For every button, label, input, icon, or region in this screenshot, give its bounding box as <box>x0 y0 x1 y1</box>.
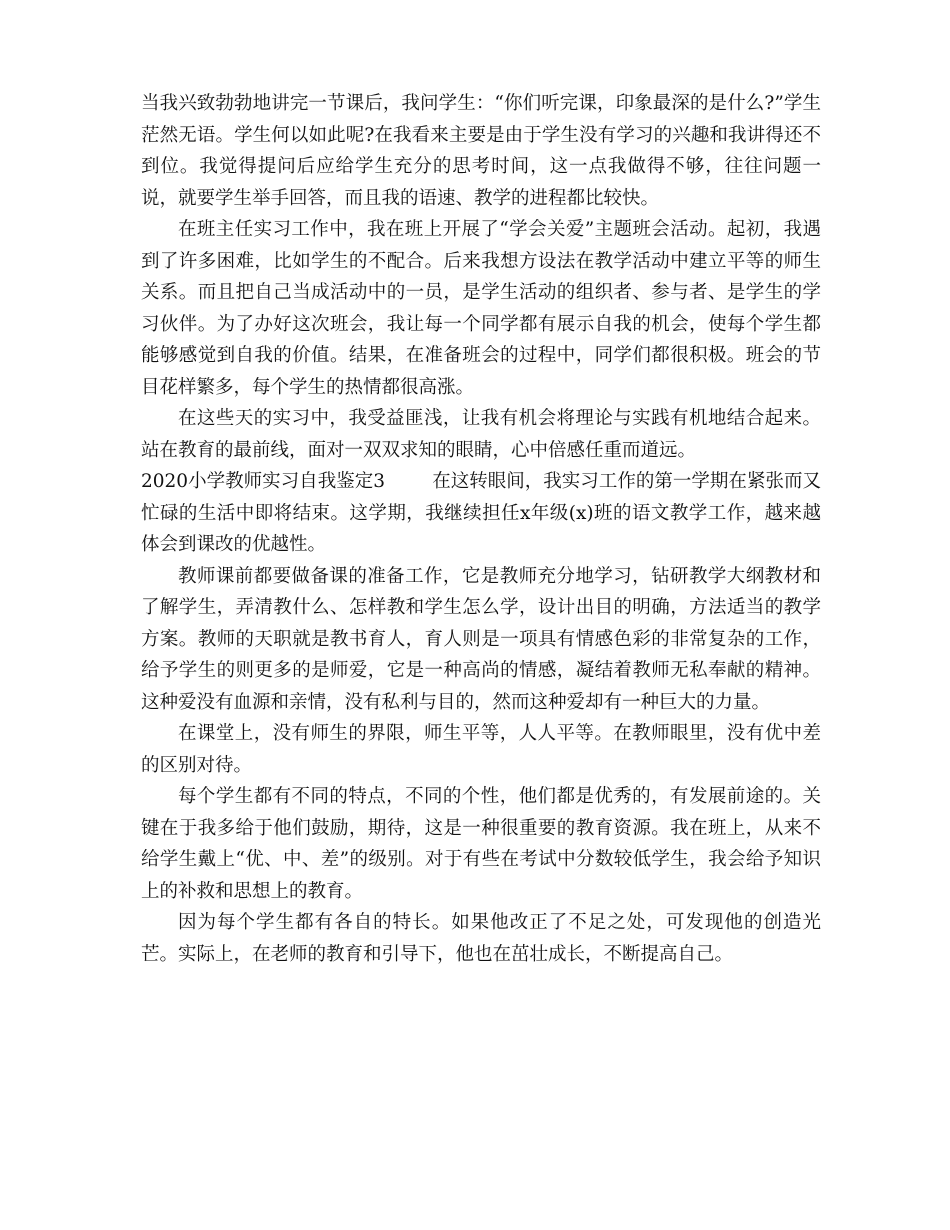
section-heading: 2020小学教师实习自我鉴定3 <box>141 471 386 492</box>
heading-spacer <box>385 471 432 492</box>
paragraph-text: 在班主任实习工作中，我在班上开展了“学会关爱”主题班会活动。起初，我遇到了许多困难，比如学生的不配合。后来我想方设法在教学活动中建立平等的师生关系。而且把自己当成活动中的一员，是学生活动的组织者、参与者、是学生的学习伙伴。为了办好这次班会，我让每一个同学都有展示自我的机会，使每个学生都能够感觉到自我的价值。结果，在准备班会的过程中，同学们都很积极。班会的节目花样繁多，每个学生的热情都很高涨。 <box>141 219 821 398</box>
paragraph-8 <box>141 907 821 970</box>
paragraph-6 <box>141 718 821 781</box>
paragraph-text: 教师课前都要做备课的准备工作，它是教师充分地学习，钻研教学大纲教材和了解学生，弄清教什么、怎样教和学生怎么学，设计出目的明确，方法适当的教学方案。教师的天职就是教书育人，育人则是一项具有情感色彩的非常复杂的工作，给予学生的则更多的是师爱，它是一种高尚的情感，凝结着教师无私奉献的精神。这种爱没有血源和亲情，没有私利与目的，然而这种爱却有一种巨大的力量。 <box>141 565 821 713</box>
paragraph-text: 当我兴致勃勃地讲完一节课后，我问学生：“你们听完课，印象最深的是什么?”学生茫然无语。学生何以如此呢?在我看来主要是由于学生没有学习的兴趣和我讲得还不到位。我觉得提问后应给学生充分的思考时间，这一点我做得不够，往往问题一说，就要学生举手回答，而且我的语速、教学的进程都比较快。 <box>141 93 821 209</box>
paragraph-text: 在这些天的实习中，我受益匪浅，让我有机会将理论与实践有机地结合起来。站在教育的最前线，面对一双双求知的眼睛，心中倍感任重而道远。 <box>141 408 821 461</box>
paragraph-text: 在这转眼间，我实习工作的第一学期在紧张而又忙碌的生活中即将结束。这学期，我继续担任x年级(x)班的语文教学工作，越来越体会到课改的优越性。 <box>141 471 821 555</box>
paragraph-7 <box>141 781 821 907</box>
paragraph-5 <box>141 561 821 719</box>
paragraph-3 <box>141 403 821 466</box>
paragraph-text: 因为每个学生都有各自的特长。如果他改正了不足之处，可发现他的创造光芒。实际上，在老师的教育和引导下，他也在茁壮成长，不断提高自己。 <box>141 912 821 965</box>
paragraph-4 <box>141 466 821 561</box>
document-body <box>141 88 821 970</box>
paragraph-1 <box>141 88 821 214</box>
paragraph-2 <box>141 214 821 403</box>
paragraph-text: 在课堂上，没有师生的界限，师生平等，人人平等。在教师眼里，没有优中差的区别对待。 <box>141 723 821 776</box>
paragraph-text: 每个学生都有不同的特点，不同的个性，他们都是优秀的，有发展前途的。关键在于我多给于他们鼓励，期待，这是一种很重要的教育资源。我在班上，从来不给学生戴上“优、中、差”的级别。对于有些在考试中分数较低学生，我会给予知识上的补救和思想上的教育。 <box>141 786 821 902</box>
